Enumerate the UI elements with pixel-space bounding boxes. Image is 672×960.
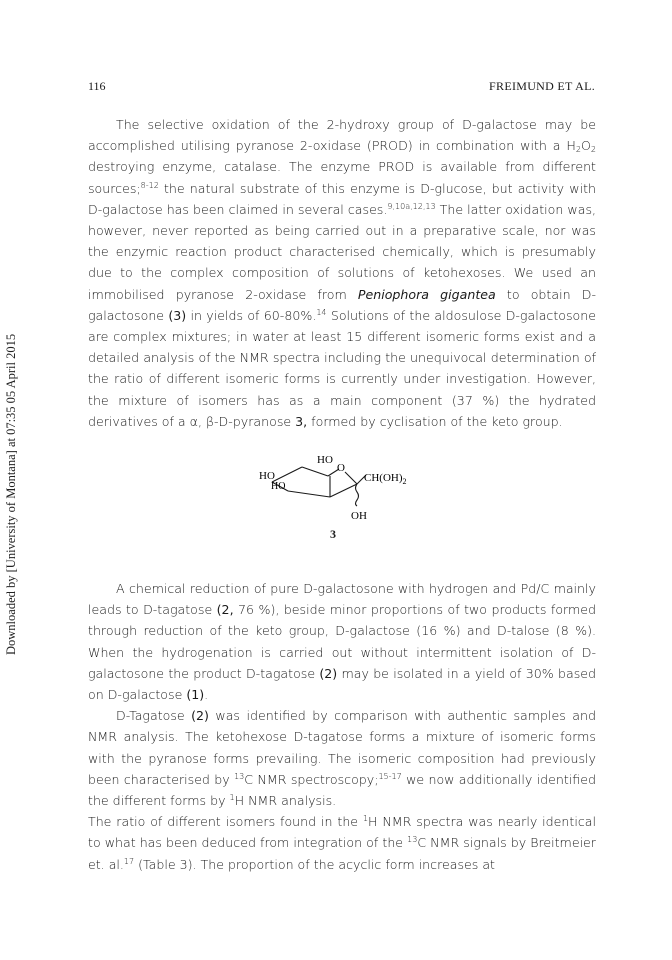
paragraph-tagatose-identification: D-Tagatose (2) was identified by comparison with authentic samples and NMR analysis. The ketohexose D-tagatose forms a mixture of isomeric forms with the pyranose forms prevailing. The isomeric composition had previously been characterised by $^{13}$C NMR spectroscopy;$^{15-17}$ we now additionally identified the different forms by $^1$H NMR analysis. [88, 708, 596, 809]
paragraph-galactosone-oxidation: The selective oxidation of the 2-hydroxy group of D-galactose may be accomplished utilising pyranose 2-oxidase (PROD) in combination with a $H_2O_2$ destroying enzyme, catalase. The enzyme PROD is available from different sources;$^{8-12}$ the natural substrate of this enzyme is D-glucose, but activity with D-galactose has been claimed in several cases.$^{9,10a,12,13}$ The latter oxidation was, however, never reported as being carried out in a preparative scale, nor was the enzymic reaction product characterised chemically, which is presumably due to the complex composition of solutions of ketohexoses. We used an immobilised pyranose 2-oxidase from Peniophora gigantea to obtain D-galactosone (3) in yields of 60-80%.$^{14}$ Solutions of the aldosulose D-galactosone are complex mixtures; in water at least 15 different isomeric forms exist and a detailed analysis of the NMR spectra including the unequivocal determination of the ratio of different isomeric forms is currently under investigation. However, the mixture of isomers has as a main component (37 %) the hydrated derivatives of a α, β-D-pyranose 3, formed by cyclisation of the keto group. [88, 117, 597, 429]
paragraph-reduction: A chemical reduction of pure D-galactosone with hydrogen and Pd/C mainly leads to D-tagatose (2, 76 %), beside minor proportions of two products formed through reduction of the keto group, D-galactose (16 %) and D-talose (8 %). When the hydrogenation is carried out without intermittent isolation of D-galactosone the product D-tagatose (2) may be isolated in a yield of 30% based on D-galactose (1). [88, 581, 596, 703]
ho-left-label: HO [259, 470, 275, 482]
download-watermark: Downloaded by [University of Montana] at 07:35 05 April 2015 [4, 333, 18, 655]
ring-oxygen-label: O [337, 462, 345, 474]
oh-bottom-label: OH [351, 510, 367, 522]
ho-top-label: HO [317, 454, 333, 466]
ch-oh2-label: $CH(OH)_2$ [364, 472, 407, 486]
compound-number: 3 [330, 527, 336, 541]
ho-inner-label: HO [271, 481, 286, 492]
body-text-bottom [88, 578, 596, 875]
running-head: FREIMUND ET AL. [489, 79, 595, 93]
pyranose-structure-figure [258, 452, 418, 542]
body-text-top [88, 114, 596, 432]
paragraph-isomer-ratio: The ratio of different isomers found in the $^1$H NMR spectra was nearly identical to what has been deduced from integration of the $^{13}$C NMR signals by Breitmeier et. al.$^{17}$ (Table 3). The proportion of the acyclic form increases at [88, 814, 596, 872]
page-number: 116 [88, 79, 106, 93]
